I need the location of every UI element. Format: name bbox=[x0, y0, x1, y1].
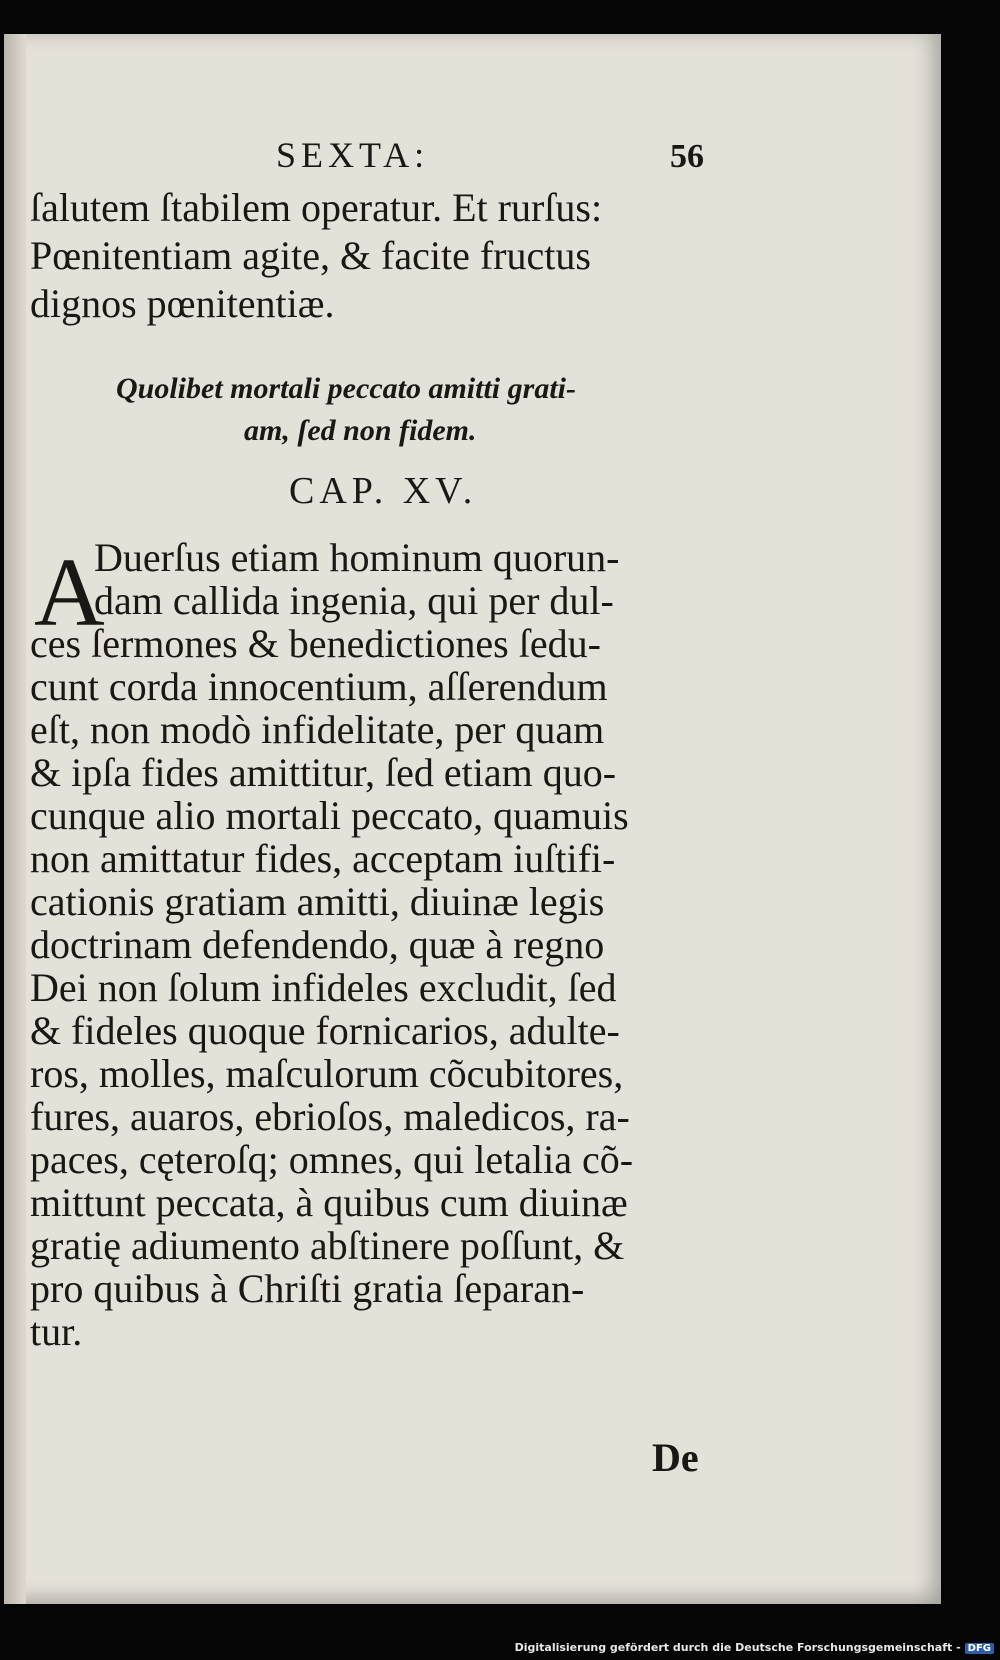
body-line: ces ſermones & benedictiones ſedu- bbox=[30, 621, 601, 666]
body-line: cunt corda innocentium, aſſerendum bbox=[30, 664, 608, 709]
catchword: De bbox=[652, 1435, 699, 1480]
body-line: dam callida ingenia, qui per dul- bbox=[94, 578, 614, 623]
opening-line: dignos pœnitentiæ. bbox=[30, 281, 335, 326]
body-line: eſt, non modò infidelitate, per quam bbox=[30, 707, 605, 752]
digitization-credit bbox=[515, 1641, 994, 1654]
body-line: ros, molles, maſculorum cõcubitores, bbox=[30, 1051, 624, 1096]
book-page bbox=[4, 34, 941, 1604]
dfg-logo-icon: DFG bbox=[965, 1643, 994, 1654]
page-number: 56 bbox=[670, 138, 704, 175]
body-line: Duerſus etiam hominum quorun- bbox=[94, 535, 620, 580]
body-line: gratię adiumento abſtinere poſſunt, & bbox=[30, 1223, 625, 1268]
body-line: & ipſa fides amittitur, ſed etiam quo- bbox=[30, 750, 617, 795]
body-line: fures, auaros, ebrioſos, maledicos, ra- bbox=[30, 1094, 630, 1139]
body-line: paces, cęteroſq; omnes, qui letalia cõ- bbox=[30, 1137, 634, 1182]
body-line: & fideles quoque fornicarios, adulte- bbox=[30, 1008, 620, 1053]
body-line: Dei non ſolum infideles excludit, ſed bbox=[30, 965, 617, 1010]
body-line: cationis gratiam amitti, diuinæ legis bbox=[30, 879, 605, 924]
chapter-heading-line: am, ſed non fidem. bbox=[244, 414, 477, 447]
body-line: non amittatur fides, acceptam iuſtifi- bbox=[30, 836, 616, 881]
opening-line: Pœnitentiam agite, & facite fructus bbox=[30, 233, 591, 278]
running-head: SEXTA: bbox=[276, 135, 430, 175]
body-line: doctrinam defendendo, quæ à regno bbox=[30, 922, 605, 967]
body-line: cunque alio mortali peccato, quamuis bbox=[30, 793, 629, 838]
page-gutter bbox=[4, 34, 26, 1604]
body-line: tur. bbox=[30, 1309, 83, 1354]
drop-cap: A bbox=[34, 539, 105, 647]
body-line: mittunt peccata, à quibus cum diuinæ bbox=[30, 1180, 628, 1225]
credit-text: Digitalisierung gefördert durch die Deutsche Forschungsgemeinschaft - bbox=[514, 1641, 961, 1654]
opening-line: ſalutem ſtabilem operatur. Et rurſus: bbox=[30, 185, 603, 230]
chapter-heading-line: Quolibet mortali peccato amitti grati- bbox=[116, 372, 576, 405]
body-line: pro quibus à Chriſti gratia ſeparan- bbox=[30, 1266, 585, 1311]
chapter-label: CAP. XV. bbox=[289, 470, 478, 512]
